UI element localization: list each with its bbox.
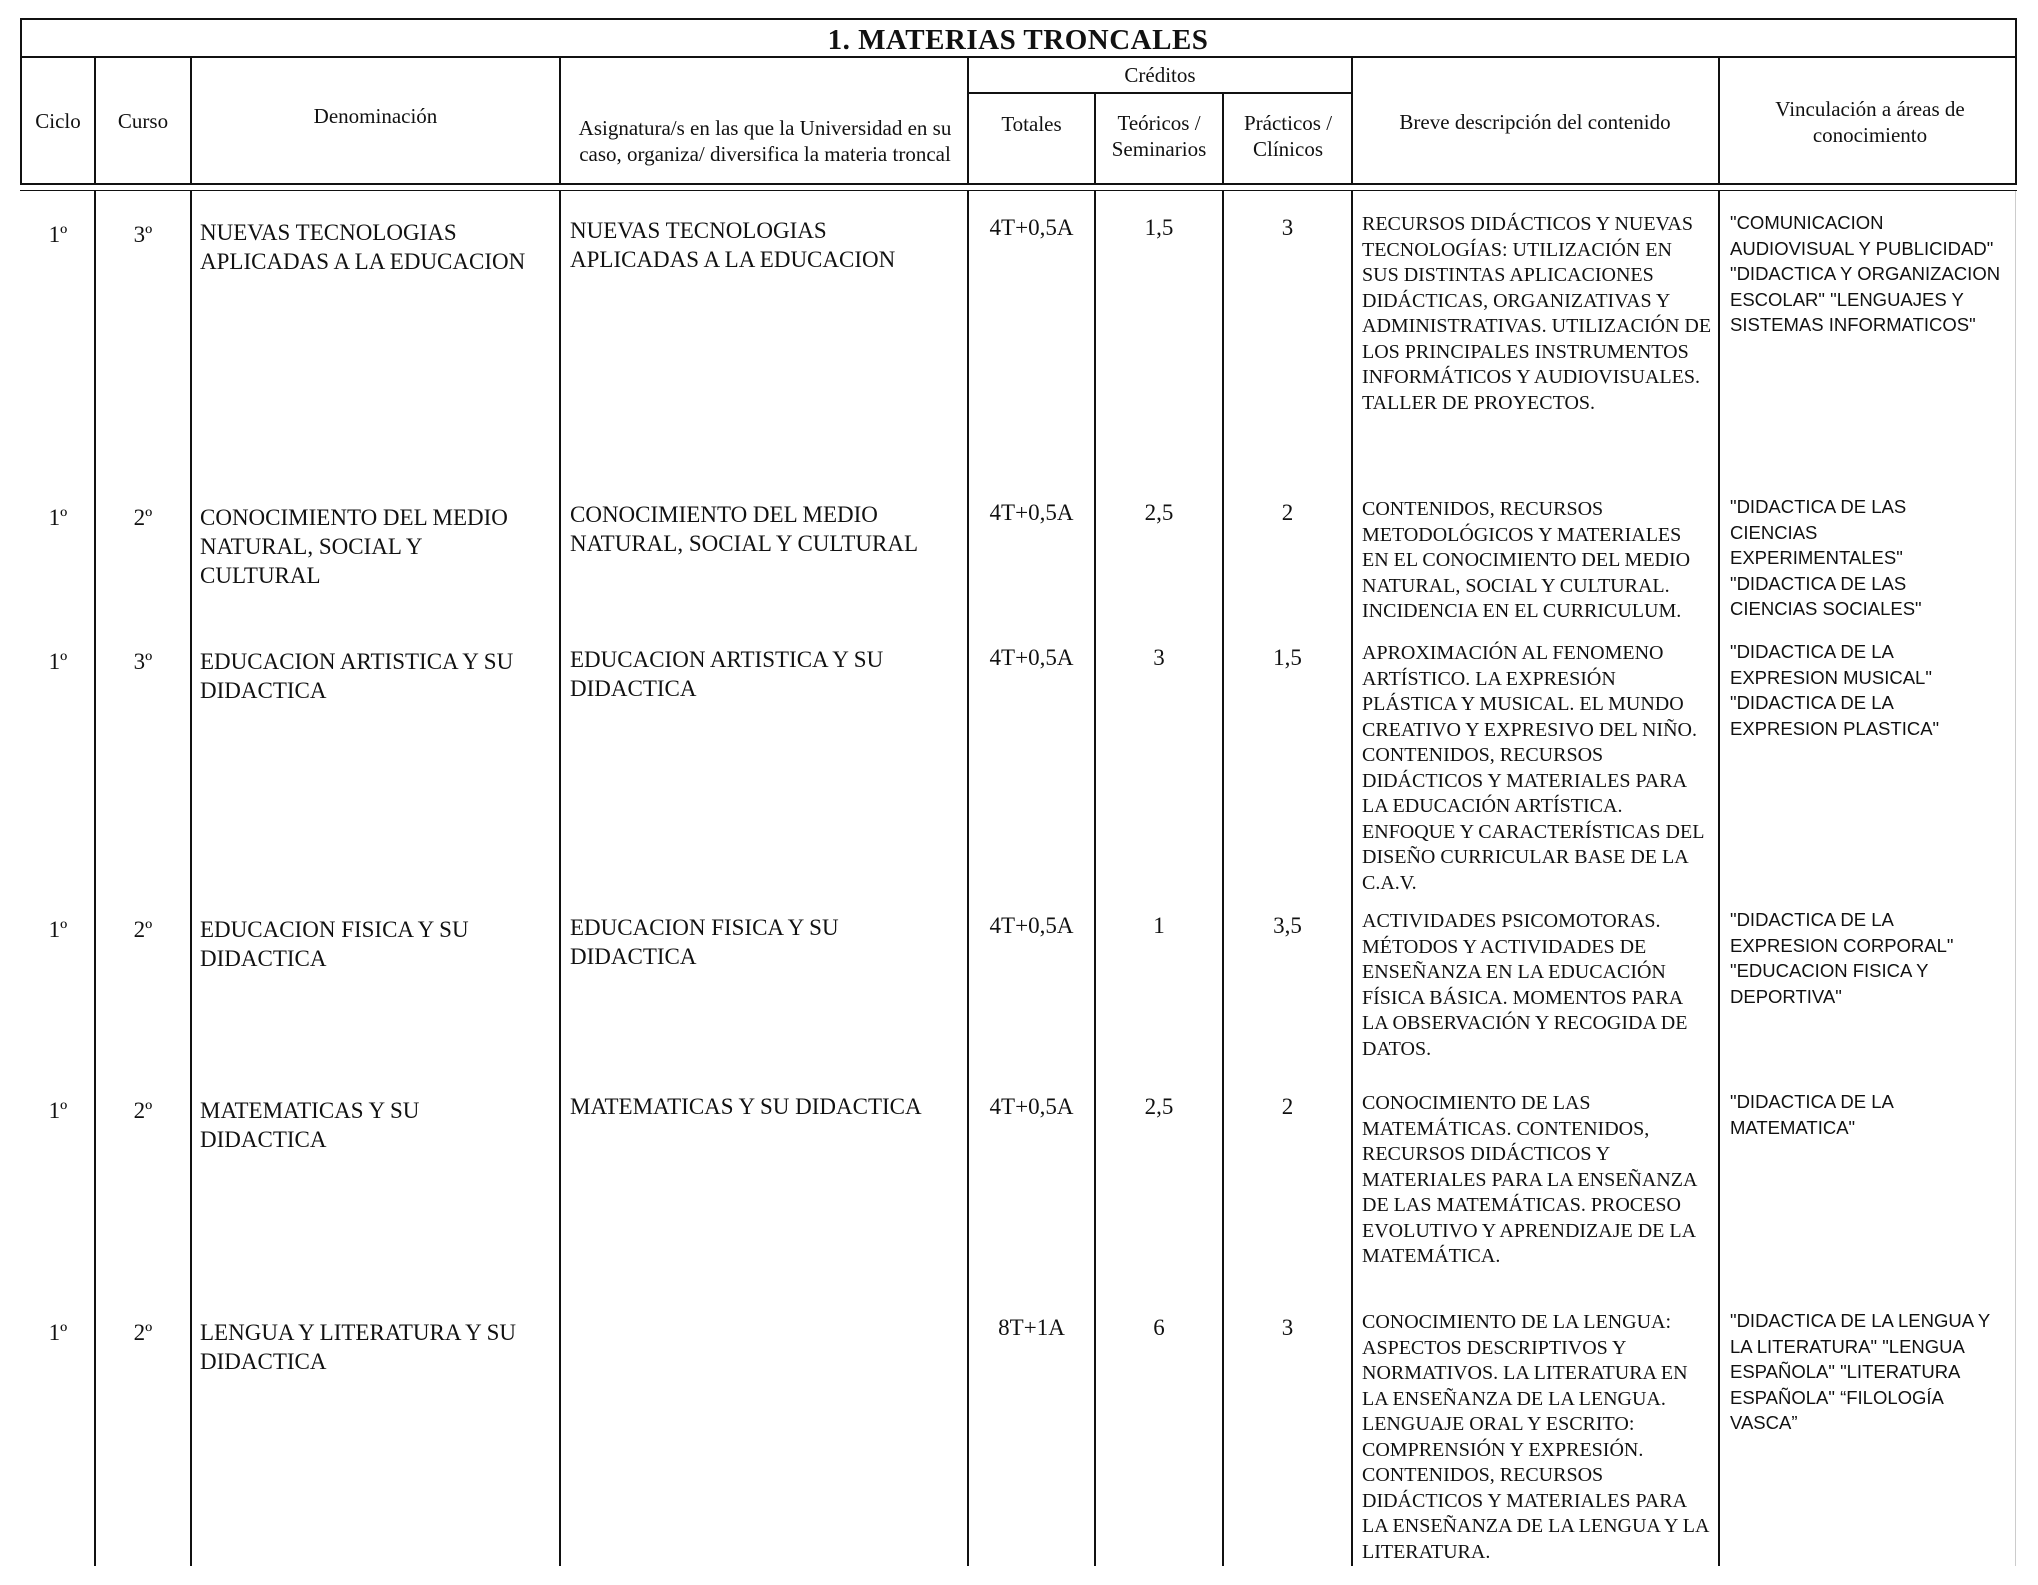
table-row-2-curso: 2º: [133, 505, 153, 530]
table-row-3-descripcion: APROXIMACIÓN AL FENOMENO ARTÍSTICO. LA EXPRESIÓN PLÁSTICA Y MUSICAL. EL MUNDO CREATIVO Y EXPRESIVO DEL NIÑO. CONTENIDOS, RECURSOS DIDÁCTICOS Y MATERIALES PARA LA EDUCACIÓN ARTÍSTICA. ENFOQUE Y CARACTERÍSTICAS DEL DISEÑO CURRICULAR BASE DE LA C.A.V.: [1362, 642, 1704, 894]
table-top-border: [20, 18, 2017, 20]
table-row-2-totales: 4T+0,5A: [989, 500, 1074, 525]
body-col-sep-4: [967, 191, 969, 1566]
table-row-5-ciclo: 1º: [48, 1098, 68, 1123]
col-sep-5: [1094, 92, 1096, 185]
table-row-4-practicos: 3,5: [1273, 913, 1302, 938]
table-row-4-curso: 2º: [133, 917, 153, 942]
table-row-5-vinculacion: "DIDACTICA DE LA MATEMATICA": [1730, 1091, 1893, 1138]
table-row-5-teoricos: 2,5: [1144, 1094, 1174, 1119]
table-row-1-vinculacion: "COMUNICACION AUDIOVISUAL Y PUBLICIDAD" "DIDACTICA Y ORGANIZACION ESCOLAR" "LENGUAJES Y SISTEMAS INFORMATICOS": [1730, 212, 2001, 335]
table-row-1-practicos: 3: [1281, 215, 1294, 240]
table-row-1-asignatura: NUEVAS TECNOLOGIAS APLICADAS A LA EDUCACION: [570, 218, 896, 272]
body-col-sep-6: [1222, 191, 1224, 1566]
col-sep-6: [1222, 92, 1224, 185]
table-row-4-totales: 4T+0,5A: [989, 913, 1074, 938]
table-right-border: [2015, 18, 2017, 185]
table-row-6-ciclo: 1º: [48, 1320, 68, 1345]
table-row-4-vinculacion: "DIDACTICA DE LA EXPRESION CORPORAL" "EDUCACION FISICA Y DEPORTIVA": [1730, 909, 1954, 1007]
table-row-5-practicos: 2: [1281, 1094, 1294, 1119]
body-col-sep-3: [559, 191, 561, 1566]
table-row-1-descripcion: RECURSOS DIDÁCTICOS Y NUEVAS TECNOLOGÍAS: UTILIZACIÓN EN SUS DISTINTAS APLICACIONES DIDÁCTICAS, ORGANIZATIVAS Y ADMINISTRATIVAS. UTILIZACIÓN DE LOS PRINCIPALES INSTRUMENTOS INFORMÁTICOS Y AUDIOVISUALES. TALLER DE PROYECTOS.: [1362, 213, 1712, 414]
table-row-6-teoricos: 6: [1153, 1315, 1165, 1340]
body-col-sep-1: [94, 191, 96, 1566]
header-creditos: Créditos: [1124, 63, 1196, 87]
body-col-sep-8: [1718, 191, 1720, 1566]
table-row-4-teoricos: 1: [1153, 913, 1165, 938]
table-row-2-teoricos: 2,5: [1144, 500, 1174, 525]
header-denominacion: Denominación: [313, 103, 438, 128]
table-row-6-totales: 8T+1A: [998, 1315, 1065, 1340]
table-row-3-denominacion: EDUCACION ARTISTICA Y SU DIDACTICA: [200, 649, 514, 703]
body-col-sep-7: [1351, 191, 1353, 1566]
table-row-5-totales: 4T+0,5A: [989, 1094, 1074, 1119]
table-row-2-ciclo: 1º: [48, 505, 68, 530]
table-row-2-practicos: 2: [1281, 500, 1294, 525]
table-row-3-teoricos: 3: [1153, 645, 1165, 670]
table-row-2-descripcion: CONTENIDOS, RECURSOS METODOLÓGICOS Y MATERIALES EN EL CONOCIMIENTO DEL MEDIO NATURAL, SOCIAL Y CULTURAL. INCIDENCIA EN EL CURRICULUM.: [1362, 498, 1691, 622]
table-row-3-curso: 3º: [133, 649, 153, 674]
table-row-6-vinculacion: "DIDACTICA DE LA LENGUA Y LA LITERATURA" "LENGUA ESPAÑOLA" "LITERATURA ESPAÑOLA" “FILOLOGÍA VASCA”: [1730, 1310, 1990, 1433]
col-sep-3: [559, 56, 561, 185]
table-row-3-practicos: 1,5: [1273, 645, 1302, 670]
table-row-3-vinculacion: "DIDACTICA DE LA EXPRESION MUSICAL" "DIDACTICA DE LA EXPRESION PLASTICA": [1730, 641, 1940, 739]
header-ciclo: Ciclo: [35, 108, 81, 133]
table-row-1-denominacion: NUEVAS TECNOLOGIAS APLICADAS A LA EDUCACION: [200, 220, 526, 274]
table-row-4-descripcion: ACTIVIDADES PSICOMOTORAS. MÉTODOS Y ACTIVIDADES DE ENSEÑANZA EN LA EDUCACIÓN FÍSICA BÁSICA. MOMENTOS PARA LA OBSERVACIÓN Y RECOGIDA DE DATOS.: [1362, 910, 1688, 1060]
col-sep-7: [1351, 56, 1353, 185]
table-row-1-totales: 4T+0,5A: [989, 215, 1074, 240]
table-row-2-asignatura: CONOCIMIENTO DEL MEDIO NATURAL, SOCIAL Y CULTURAL: [570, 502, 918, 556]
table-row-2-denominacion: CONOCIMIENTO DEL MEDIO NATURAL, SOCIAL Y CULTURAL: [200, 505, 508, 588]
header-practicos: Prácticos / Clínicos: [1243, 111, 1333, 161]
table-row-5-curso: 2º: [133, 1098, 153, 1123]
header-curso: Curso: [117, 108, 169, 133]
table-row-3-ciclo: 1º: [48, 649, 68, 674]
page-title: 1. MATERIAS TRONCALES: [827, 24, 1209, 56]
table-row-5-asignatura: MATEMATICAS Y SU DIDACTICA: [570, 1094, 922, 1119]
table-row-6-denominacion: LENGUA Y LITERATURA Y SU DIDACTICA: [200, 1320, 517, 1374]
table-row-2-vinculacion: "DIDACTICA DE LAS CIENCIAS EXPERIMENTALES" "DIDACTICA DE LAS CIENCIAS SOCIALES": [1730, 496, 1922, 619]
body-right-border: [2015, 191, 2016, 1566]
table-row-3-totales: 4T+0,5A: [989, 645, 1074, 670]
table-row-6-practicos: 3: [1281, 1315, 1294, 1340]
table-row-5-denominacion: MATEMATICAS Y SU DIDACTICA: [200, 1098, 420, 1152]
table-row-1-ciclo: 1º: [48, 222, 68, 247]
table-row-4-asignatura: EDUCACION FISICA Y SU DIDACTICA: [570, 915, 839, 969]
table-row-6-curso: 2º: [133, 1320, 153, 1345]
col-sep-8: [1718, 56, 1720, 185]
body-col-sep-2: [190, 191, 192, 1566]
table-row-1-teoricos: 1,5: [1144, 215, 1174, 240]
table-row-4-ciclo: 1º: [48, 917, 68, 942]
header-vinculacion: Vinculación a áreas de conocimiento: [1775, 97, 1965, 147]
table-row-6-descripcion: CONOCIMIENTO DE LA LENGUA: ASPECTOS DESCRIPTIVOS Y NORMATIVOS. LA LITERATURA EN LA ENSEÑANZA DE LA LENGUA. LENGUAJE ORAL Y ESCRITO: COMPRENSIÓN Y EXPRESIÓN. CONTENIDOS, RECURSOS DIDÁCTICOS Y MATERIALES PARA LA ENSEÑANZA DE LA LENGUA Y LA LITERATURA.: [1362, 1311, 1709, 1563]
header-teoricos: Teóricos / Seminarios: [1111, 111, 1207, 161]
header-descripcion: Breve descripción del contenido: [1399, 110, 1671, 134]
header-asignatura: Asignatura/s en las que la Universidad en su caso, organiza/ diversifica la materia troncal: [578, 116, 952, 166]
table-row-4-denominacion: EDUCACION FISICA Y SU DIDACTICA: [200, 917, 469, 971]
table-row-1-curso: 3º: [133, 222, 153, 247]
body-col-sep-5: [1094, 191, 1096, 1566]
table-row-3-asignatura: EDUCACION ARTISTICA Y SU DIDACTICA: [570, 647, 884, 701]
header-totales: Totales: [1001, 112, 1062, 136]
table-row-5-descripcion: CONOCIMIENTO DE LAS MATEMÁTICAS. CONTENIDOS, RECURSOS DIDÁCTICOS Y MATERIALES PARA LA ENSEÑANZA DE LAS MATEMÁTICAS. PROCESO EVOLUTIVO Y APRENDIZAJE DE LA MATEMÁTICA.: [1362, 1092, 1697, 1267]
